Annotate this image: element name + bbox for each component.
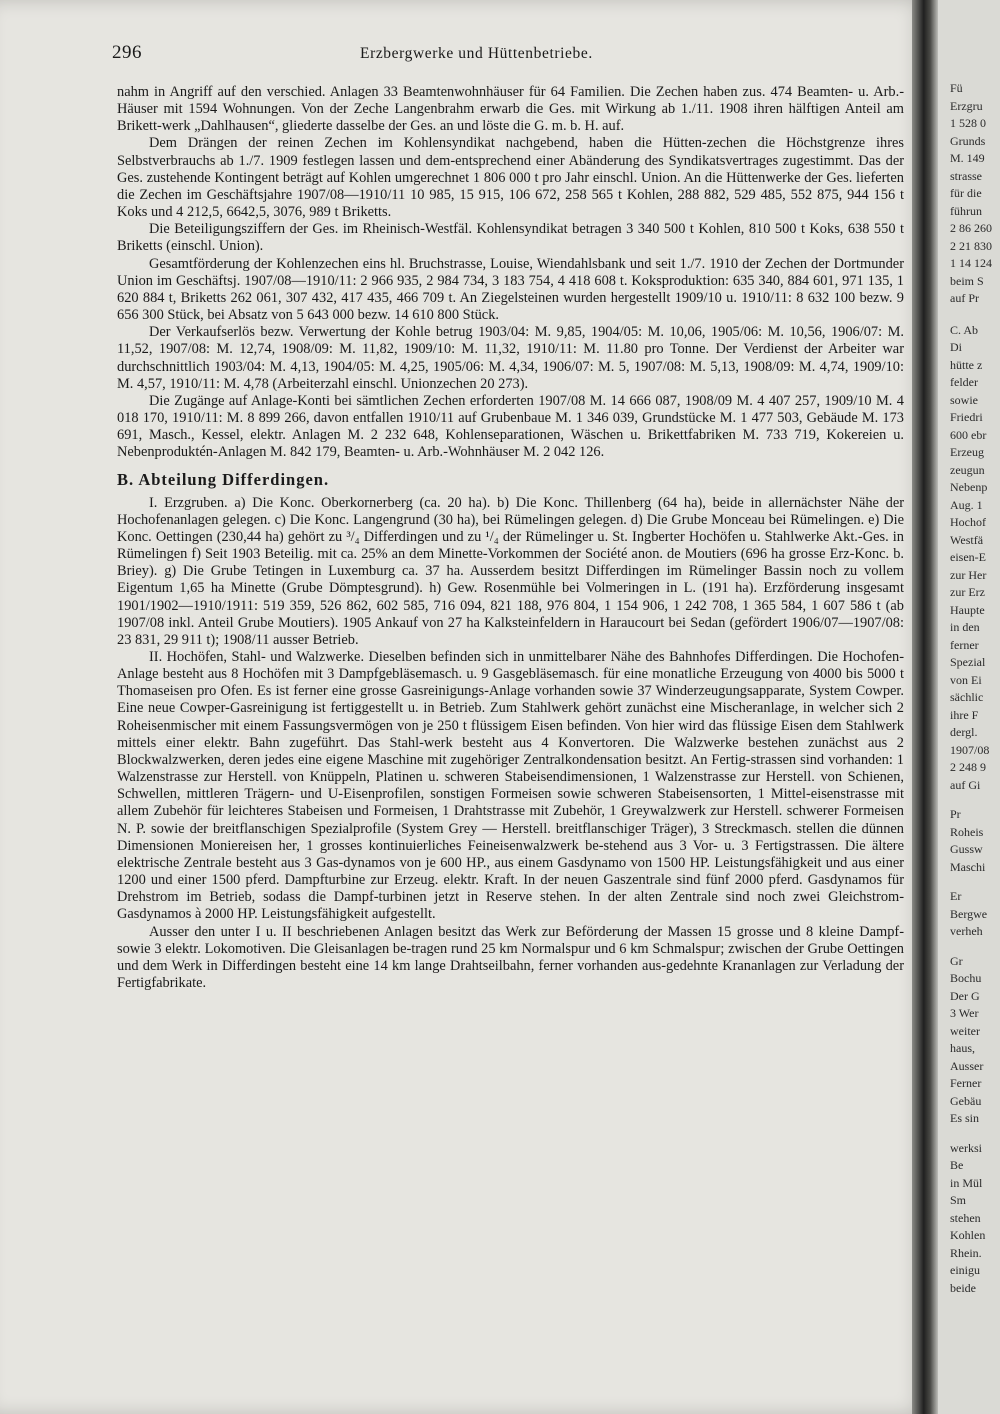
neighbor-text-fragment: Maschi [950, 859, 986, 874]
neighbor-text-fragment: in Mül [950, 1175, 983, 1190]
neighbor-text-fragment: zeugun [950, 462, 985, 477]
paragraph: nahm in Angriff auf den verschied. Anlagen 33 Beamtenwohnhäuser für 64 Familien. Die Zechen haben zus. 474 Beamten- u. Arb.-Häuser mit 1594 Wohnungen. Von der Zeche Langenbrahm erwarb die Ges. mit Wirkung ab 1./11. 1908 ihren hälftigen Anteil am Brikett-werk „Dahlhausen“, gliederte dasselbe der Ges. an und löste die G. m. b. H. auf. [117, 84, 904, 135]
neighbor-text-fragment: Nebenp [950, 480, 988, 494]
neighbor-text-fragment: eisen-E [950, 550, 986, 564]
neighbor-text-fragment: auf Gi [950, 777, 981, 792]
neighbor-text-fragment: Rhein. [950, 1245, 982, 1260]
paragraph: Die Beteiligungsziffern der Ges. im Rheinisch-Westfäl. Kohlensyndikat betragen 3 340 500 t Kohlen, 810 500 t Koks, 638 550 t Briketts (einschl. Union). [117, 221, 904, 255]
neighbor-text-fragment: Grunds [950, 133, 986, 148]
neighbor-text-fragment: ihre F [950, 707, 979, 722]
neighbor-text-fragment: M. 149 [950, 151, 985, 165]
neighbor-text-fragment: 2 21 830 [950, 238, 992, 253]
neighbor-text-fragment: für die [950, 186, 982, 200]
neighbor-text-fragment: Hochof [950, 515, 986, 529]
section-heading: B. Abteilung Differdingen. [117, 470, 330, 490]
neighbor-text-fragment: strasse [950, 168, 982, 183]
neighbor-text-fragment: zur Her [950, 567, 987, 582]
neighbor-text-fragment: dergl. [950, 725, 978, 739]
neighbor-text-fragment: ferner [950, 637, 979, 652]
neighbor-text-fragment: beim S [950, 273, 984, 288]
paragraph: II. Hochöfen, Stahl- und Walzwerke. Dieselben befinden sich in unmittelbarer Nähe des Bahnhofes Differdingen. Die Hochofen-Anlage besteht aus 8 Hochöfen mit 3 Dampfgebläsemasch. u. 9 Gasgebläsemasch. für eine monatliche Erzeugung von 4000 bis 5000 t Thomaseisen pro Ofen. Es ist ferner eine grosse Gasreinigungs-Anlage vorhanden sowie 37 Winderzeugungsapparate, System Cowper. Eine neue Cowper-Gasreinigung ist fertiggestellt u. in Betrieb. Zum Stahlwerk gehört zunächst eine Mischeranlage, in welcher sich 2 Roheisenmischer mit einem Fassungsvermögen von je 250 t flüssigem Eisen befinden. Von hier wird das flüssige Eisen dem Stahlwerk mittels einer elektr. Bahn zugeführt. Das Stahl-werk besteht aus 4 Konvertoren. Die Walzwerke bestehen zunächst aus 2 Blockwalzwerken, deren jedes eine eigene Maschine mit zugehöriger Zentralkondensation besitzt. An Fertig-strassen sind vorhanden: 1 Walzenstrasse zur Herstell. von Knüppeln, Platinen u. schweren Stabeisendimensionen, 1 Walzenstrasse zur Herstell. von Schienen, Schwellen, mittleren Trägern- und U-Eisenprofilen, sonstigen Formeisen sowie schweren Stabeisensorten, 1 Mittel-eisenstrasse mit allem Zubehör für leichteres Stabeisen und Formeisen, 1 Drahtstrasse mit Zubehör, 1 Greywalzwerk zur Herstell. schwerer Formeisen N. P. sowie der breitflanschigen Spezialprofile (System Grey — Herstell. breitflanschiger Träger), 3 Streckmasch. stellen die dünnen Dimensionen Moniereisen her, 1 grosses kontinuierliches Feineisenwalzwerk be-stehend aus 3 Vor- u. 3 Fertigstrassen. Die ältere elektrische Zentrale besteht aus 3 Gas-dynamos von je 600 HP., aus einem Gasdynamo von 1500 HP. Leistungsfähigkeit und aus einer 1200 und einer 1500 pferd. Dampfturbine zur Erzeug. elektr. Kraft. In der neuen Gaszentrale sind fünf 2000 pferd. Gasdynamos für Drehstrom im Betrieb, sodass die Dampf-turbinen jetzt in Reserve stehen. In der alten Zentrale sind noch zwei Gleichstrom-Gasdynamos à 2000 HP. Leistungsfähigkeit aufgestellt. [117, 649, 904, 923]
paragraph: Die Zugänge auf Anlage-Konti bei sämtlichen Zechen erforderten 1907/08 M. 14 666 087, 1908/09 M. 4 407 257, 1909/10 M. 4 018 170, 1910/11: M. 8 899 266, davon entfallen 1910/11 auf Grubenbaue M. 1 346 039, Grundstücke M. 1 477 503, Gebäude M. 173 691, Masch., Kessel, elektr. Anlagen M. 2 232 648, Kohlenseparationen, Wäschen u. Brikettfabriken M. 733 719, Kokereien u. Nebenproduktén-Anlagen M. 842 179, Beamten- u. Arb.-Wohnhäuser M. 2 042 126. [117, 392, 904, 461]
book-gutter [912, 0, 938, 1414]
neighbor-text-fragment: Es sin [950, 1111, 980, 1125]
paragraph: Dem Drängen der reinen Zechen im Kohlensyndikat nachgebend, haben die Hütten-zechen die Höchstgrenze ihres Selbstverbrauchs ab 1./7. 1909 festlegen lassen und dem-entsprechend einer Abänderung des Syndikatsvertrages zugestimmt. Das der Ges. zustehende Kontingent beträgt auf Kohlen umgerechnet 1 806 000 t pro Jahr einschl. Union. An die Hüttenwerke der Ges. lieferten die Zechen im Geschäftsjahre 1907/08—1910/11 10 985, 15 915, 106 672, 258 565 t Kohlen, 288 882, 529 485, 552 875, 944 156 t Koks und 4 212,5, 6642,5, 3076, 989 t Briketts. [117, 135, 904, 221]
neighbor-text-fragment: Friedri [950, 410, 983, 424]
neighbor-text-fragment: Gebäu [950, 1093, 982, 1108]
neighbor-text-fragment: von Ei [950, 672, 982, 687]
neighbor-text-fragment: sowie [950, 392, 978, 407]
running-title: Erzbergwerke und Hüttenbetriebe. [360, 45, 593, 62]
neighbor-text-fragment: 1907/08 [950, 742, 990, 757]
neighbor-text-fragment: Fü [950, 81, 963, 95]
neighbor-text-fragment: 1 528 0 [950, 116, 986, 130]
neighbor-text-fragment: felder [950, 375, 978, 389]
neighbor-text-fragment: Kohlen [950, 1228, 986, 1242]
neighbor-text-fragment: einigu [950, 1263, 980, 1277]
neighbor-text-fragment: hütte z [950, 357, 983, 372]
neighbor-text-fragment: Haupte [950, 602, 985, 617]
neighbor-text-fragment: 2 248 9 [950, 760, 986, 774]
neighbor-text-fragment: Ferner [950, 1076, 982, 1090]
neighbor-text-fragment: Erzeug [950, 445, 984, 459]
neighbor-text-fragment: zur Erz [950, 585, 985, 599]
neighbor-text-fragment: 2 86 260 [950, 221, 992, 235]
neighbor-text-fragment: Der G [950, 988, 980, 1003]
neighbor-text-fragment: weiter [950, 1023, 980, 1038]
neighbor-text-fragment: 1 14 124 [950, 256, 992, 270]
neighbor-text-fragment: 600 ebr [950, 427, 987, 442]
page-content [117, 84, 904, 992]
neighbor-text-fragment: verheh [950, 924, 983, 938]
neighbor-text-fragment: Di [950, 340, 962, 354]
neighbor-text-fragment: Erzgru [950, 98, 983, 113]
neighbor-text-fragment: sächlic [950, 690, 984, 704]
neighbor-text-fragment: werksi [950, 1140, 982, 1155]
neighbor-text-fragment: Be [950, 1158, 964, 1172]
neighbor-text-fragment: 3 Wer [950, 1006, 979, 1020]
neighbor-text-fragment: Bochu [950, 971, 982, 985]
paragraph: Gesamtförderung der Kohlenzechen eins hl. Bruchstrasse, Louise, Wiendahlsbank und seit 1./7. 1910 der Zechen der Dortmunder Union im Geschäftsj. 1907/08—1910/11: 2 966 935, 2 984 734, 3 183 754, 4 418 608 t. Koksproduktion: 635 340, 884 601, 971 135, 1 620 884 t, Briketts 262 061, 307 432, 417 435, 466 709 t. An Ziegelsteinen wurden hergestellt 1909/10 u. 1910/11: 8 632 100 bezw. 9 656 300 Stück, bei Absatz von 5 643 000 bezw. 14 610 800 Stück. [117, 255, 904, 324]
neighbor-text-fragment: haus, [950, 1041, 975, 1055]
neighbor-text-fragment: Roheis [950, 824, 984, 839]
neighbor-page-edge [938, 0, 1000, 1414]
neighbor-text-fragment: in den [950, 620, 980, 634]
neighbor-text-fragment: Spezial [950, 655, 986, 669]
neighbor-text-fragment: C. Ab [950, 322, 979, 337]
neighbor-text-fragment: Westfä [950, 532, 984, 547]
neighbor-text-fragment: Pr [950, 807, 961, 821]
neighbor-text-fragment: Aug. 1 [950, 497, 983, 512]
neighbor-text-fragment: Gussw [950, 842, 983, 856]
neighbor-text-fragment: beide [950, 1280, 976, 1295]
neighbor-text-fragment: stehen [950, 1210, 981, 1225]
page-header [112, 42, 902, 66]
paragraph: I. Erzgruben. a) Die Konc. Oberkornerberg (ca. 20 ha). b) Die Konc. Thillenberg (64 ha), beide in allernächster Nähe der Hochofenanlagen gelegen. c) Die Konc. Langengrund (30 ha), bei Rümelingen gelegen. d) Die Grube Monceau bei Rümelingen. e) Die Konc. Oettingen (230,44 ha) gehört zu ³/₄ Differdingen und zu ¹/₄ der Rümelinger u. St. Ingberter Hochöfen u. Stahlwerke Akt.-Ges. in Rümelingen f) Seit 1903 Beteilig. mit ca. 25% an dem Minette-Vorkommen der Société anon. de Moutiers (696 ha grosse Erz-Konc. b. Briey). g) Die Grube Tetingen in Luxemburg ca. 37 ha. Ausserdem besitzt Differdingen im Rümelinger Bassin noch zu vollem Eigentum 1,65 ha Minette (Grube Dömptesgrund). h) Gew. Rosenmühle bei Volmeringen in L. (191 ha). Erzförderung insgesamt 1901/1902—1910/1911: 519 359, 526 862, 602 585, 716 094, 821 188, 976 804, 1 154 906, 1 242 708, 1 365 584, 1 607 586 t (ab 1907/08 inkl. Anteil Grube Moutiers). 1905 Ankauf von 27 ha Kalksteinfeldern in Haraucourt bei Sedan (gefördert 1906/07—1907/08: 23 831, 29 911 t); 1908/11 ausser Betrieb. [117, 494, 904, 648]
neighbor-text-fragment: auf Pr [950, 291, 979, 305]
neighbor-text-fragment: Ausser [950, 1058, 984, 1073]
neighbor-text-fragment: Bergwe [950, 906, 988, 921]
neighbor-text-fragment: führun [950, 203, 982, 218]
page-number: 296 [112, 42, 142, 63]
paragraph: Der Verkaufserlös bezw. Verwertung der Kohle betrug 1903/04: M. 9,85, 1904/05: M. 10,06, 1905/06: M. 10,56, 1906/07: M. 11,52, 1907/08: M. 12,74, 1908/09: M. 11,82, 1909/10: M. 11,32, 1910/11: M. 11.80 pro Tonne. Der Verdienst der Arbeiter war durchschnittlich 1903/04: M. 4,13, 1904/05: M. 4,25, 1905/06: M. 4,34, 1906/07: M. 5, 1907/08: M. 5,13, 1908/09: M. 4,74, 1909/10: M. 4,57, 1910/11: M. 4,78 (Arbeiterzahl einschl. Unionzechen 20 273). [117, 324, 904, 392]
neighbor-text-fragment: Er [950, 889, 962, 903]
neighbor-text-fragment: Sm [950, 1193, 967, 1207]
neighbor-text-fragment: Gr [950, 953, 963, 968]
paragraph: Ausser den unter I u. II beschriebenen Anlagen besitzt das Werk zur Beförderung der Massen 15 grosse und 8 kleine Dampf- sowie 3 elektr. Lokomotiven. Die Gleisanlagen be-tragen rund 25 km Normalspur und 6 km Schmalspur; zwischen der Grube Oettingen und dem Werk in Differdingen besteht eine 14 km lange Drahtseilbahn, ferner vorhanden aus-gedehnte Krananlagen zur Verladung der Fertigfabrikate. [117, 923, 904, 991]
